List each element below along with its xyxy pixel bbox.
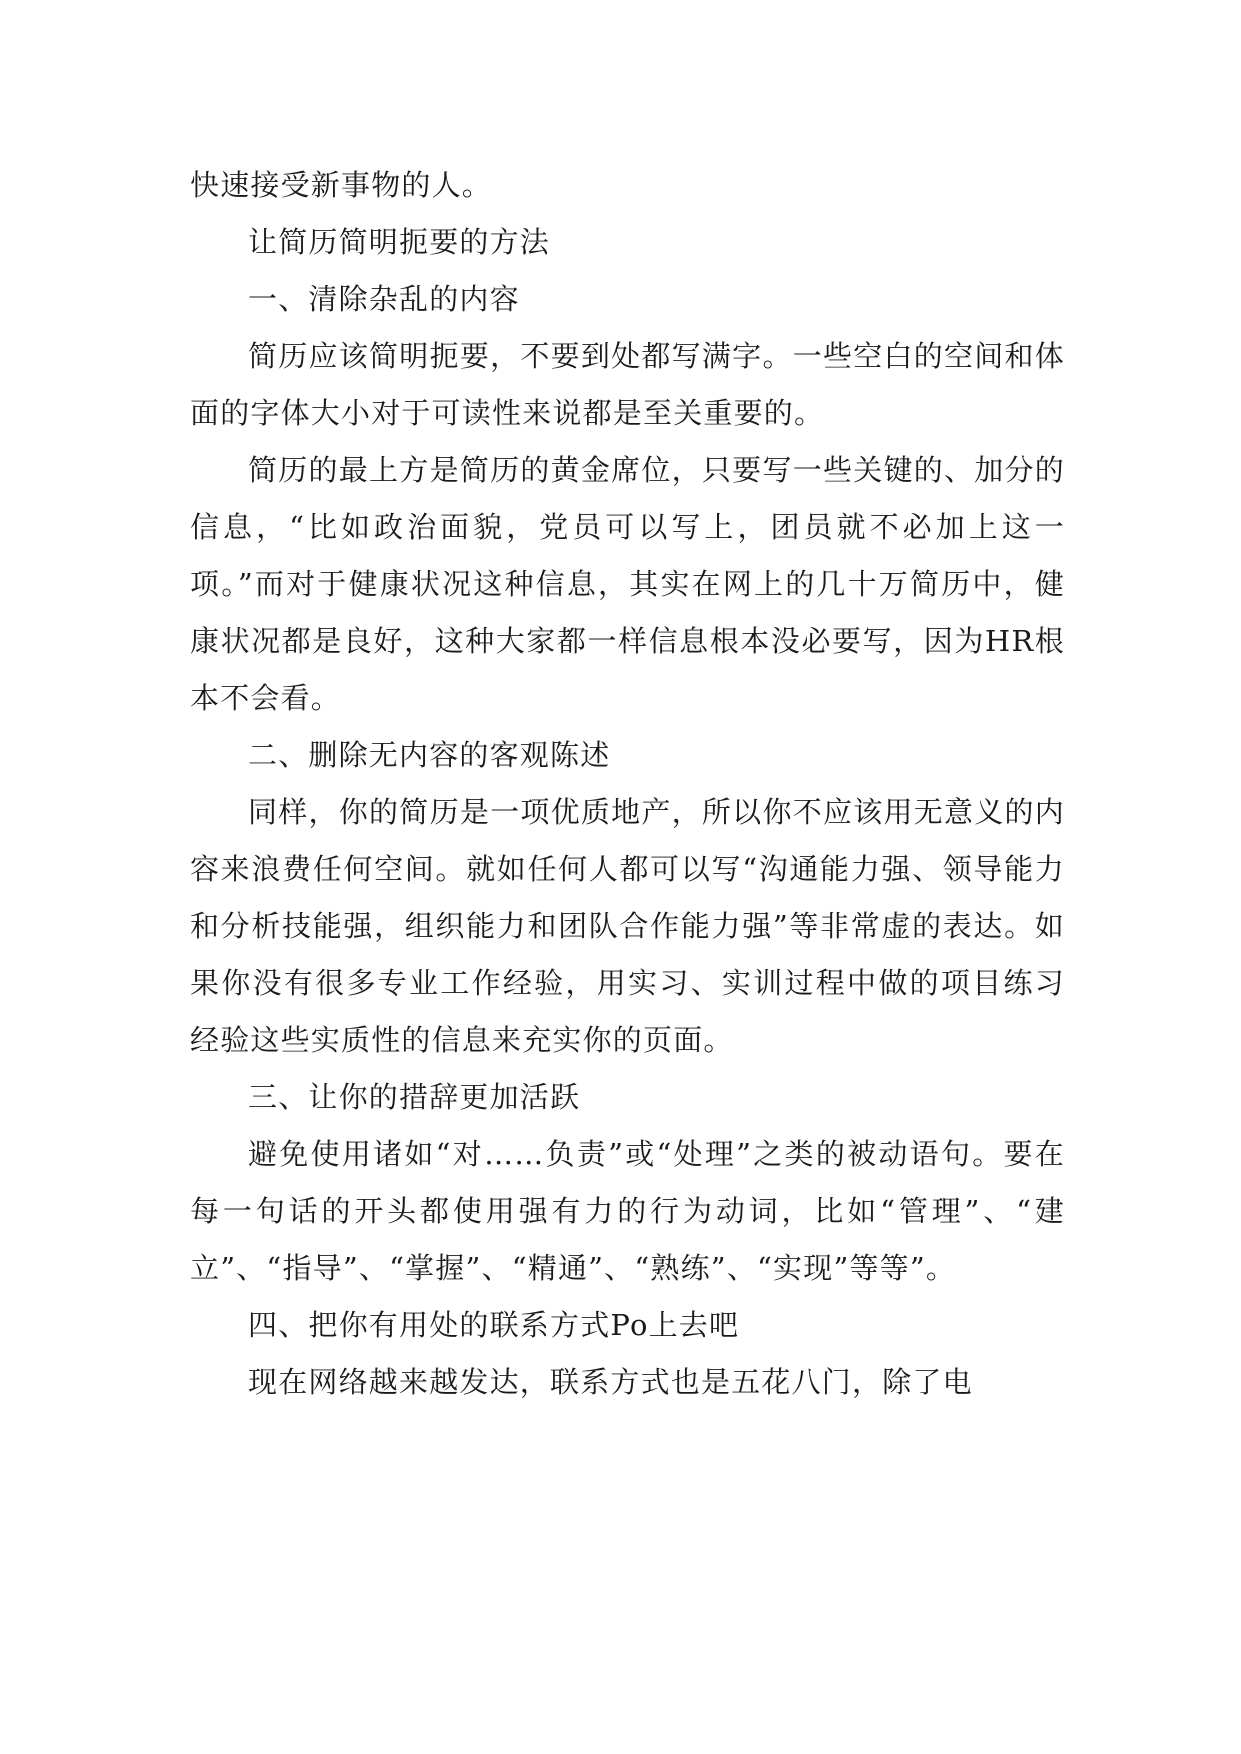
paragraph-5: 避免使用诸如“对……负责”或“处理”之类的被动语句。要在每一句话的开头都使用强有力的行为动词，比如“管理”、“建立”、“指导”、“掌握”、“精通”、“熟练”、“实现”等等”。 [190,1137,1066,1285]
heading-4: 四、把你有用处的联系方式Po上去吧 [248,1308,740,1342]
paragraph-4: 同样，你的简历是一项优质地产，所以你不应该用无意义的内容来浪费任何空间。就如任何人都可以写“沟通能力强、领导能力和分析技能强，组织能力和团队合作能力强”等非常虚的表达。如果你没有很多专业工作经验，用实习、实训过程中做的项目练习经验这些实质性的信息来充实你的页面。 [190,795,1065,1057]
paragraph-1: 快速接受新事物的人。 [190,168,493,202]
paragraph-2: 简历应该简明扼要，不要到处都写满字。一些空白的空间和体面的字体大小对于可读性来说都是至关重要的。 [190,339,1065,430]
heading-2: 二、删除无内容的客观陈述 [248,738,611,772]
paragraph-3: 简历的最上方是简历的黄金席位，只要写一些关键的、加分的信息，“比如政治面貌，党员可以写上，团员就不必加上这一项。”而对于健康状况这种信息，其实在网上的几十万简历中，健康状况都是良好，这种大家都一样信息根本没必要写，因为HR根本不会看。 [190,453,1065,715]
heading-3: 三、让你的措辞更加活跃 [248,1080,581,1114]
paragraph-6: 现在网络越来越发达，联系方式也是五花八门，除了电 [248,1365,973,1399]
section-title-methods: 让简历简明扼要的方法 [248,225,551,259]
heading-1: 一、清除杂乱的内容 [248,282,520,316]
document-body [190,157,1065,1411]
